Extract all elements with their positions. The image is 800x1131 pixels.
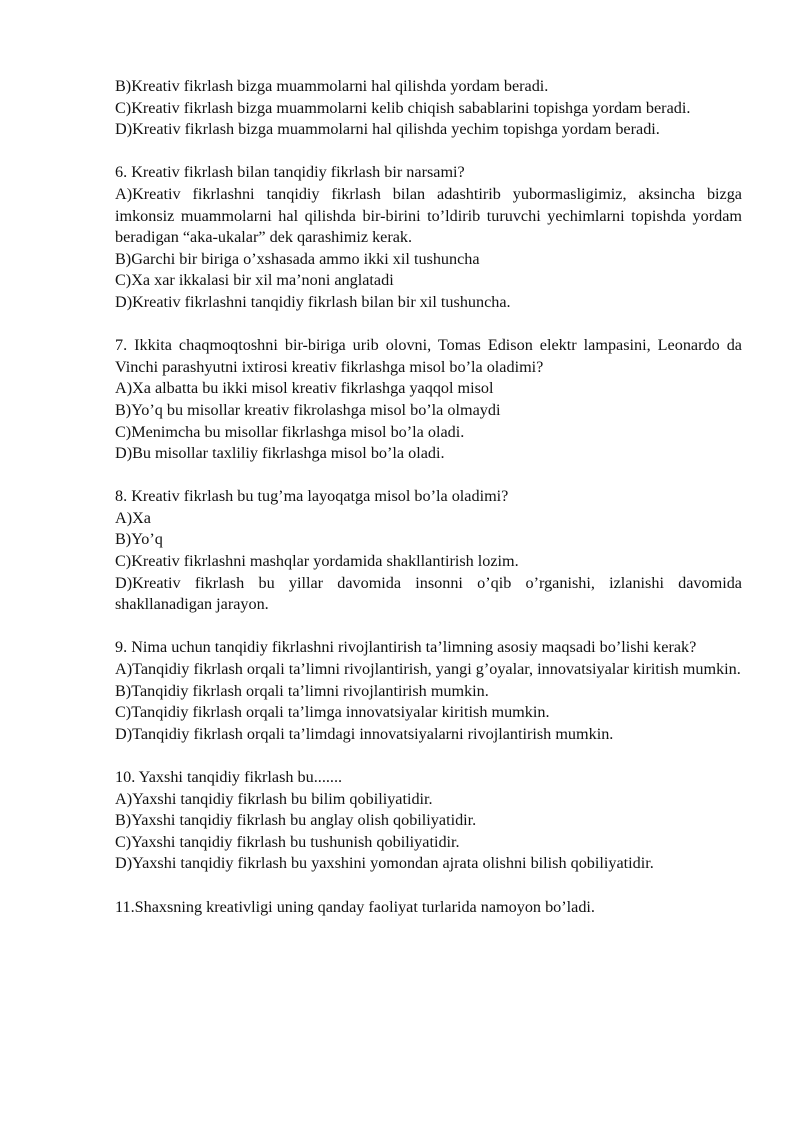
intro-options: [115, 76, 742, 141]
option-c: C)Kreativ fikrlash bizga muammolarni kelib chiqish sabablarini topishga yordam beradi.: [115, 98, 691, 117]
option-d: D)Bu misollar taxliliy fikrlashga misol bo’la oladi.: [115, 444, 445, 463]
question-text: 6. Kreativ fikrlash bilan tanqidiy fikrlash bir narsami?: [115, 163, 465, 182]
option-a: A)Xa: [115, 508, 151, 527]
option-d: D)Kreativ fikrlash bizga muammolarni hal qilishda yechim topishga yordam beradi.: [115, 120, 660, 139]
option-b: B)Yo’q: [115, 530, 163, 549]
option-c: C)Yaxshi tanqidiy fikrlash bu tushunish qobiliyatidir.: [115, 832, 460, 851]
option-a: A)Kreativ fikrlashni tanqidiy fikrlash bilan adashtirib yubormasligimiz, aksincha bizga imkonsiz muammolarni hal qilishda bir-birini to’ldirib turuvchi yechimlarni topishda yordam beradigan “aka-ukalar” dek qarashimiz kerak.: [115, 184, 742, 247]
question-9: [115, 637, 742, 745]
option-c: C)Menimcha bu misollar fikrlashga misol bo’la oladi.: [115, 422, 465, 441]
spacer: [115, 875, 742, 897]
option-b: B)Tanqidiy fikrlash orqali ta’limni rivojlantirish mumkin.: [115, 681, 489, 700]
option-a: A)Yaxshi tanqidiy fikrlash bu bilim qobiliyatidir.: [115, 789, 433, 808]
spacer: [115, 745, 742, 767]
question-text: 9. Nima uchun tanqidiy fikrlashni rivojlantirish ta’limning asosiy maqsadi bo’lishi kerak?: [115, 638, 697, 657]
option-a: A)Xa albatta bu ikki misol kreativ fikrlashga yaqqol misol: [115, 379, 494, 398]
option-c: C)Tanqidiy fikrlash orqali ta’limga innovatsiyalar kiritish mumkin.: [115, 703, 550, 722]
question-10: [115, 767, 742, 875]
question-7: [115, 335, 742, 465]
option-b: B)Yo’q bu misollar kreativ fikrolashga misol bo’la olmaydi: [115, 400, 501, 419]
option-d: D)Kreativ fikrlash bu yillar davomida insonni o’qib o’rganishi, izlanishi davomida shakllanadigan jarayon.: [115, 573, 742, 614]
document-page: [115, 76, 742, 918]
option-b: B)Yaxshi tanqidiy fikrlash bu anglay olish qobiliyatidir.: [115, 811, 477, 830]
option-b: B)Garchi bir biriga o’xshasada ammo ikki xil tushuncha: [115, 249, 480, 268]
question-text: 10. Yaxshi tanqidiy fikrlash bu.......: [115, 768, 343, 786]
spacer: [115, 314, 742, 336]
question-6: [115, 162, 742, 313]
option-b: B)Kreativ fikrlash bizga muammolarni hal qilishda yordam beradi.: [115, 77, 549, 95]
option-d: D)Yaxshi tanqidiy fikrlash bu yaxshini yomondan ajrata olishni bilish qobiliyatidir.: [115, 854, 654, 873]
question-text: 11.Shaxsning kreativligi uning qanday faoliyat turlarida namoyon bo’ladi.: [115, 897, 595, 916]
spacer: [115, 141, 742, 163]
question-8: [115, 486, 742, 616]
option-a: A)Tanqidiy fikrlash orqali ta’limni rivojlantirish, yangi g’oyalar, innovatsiyalar kiritish mumkin.: [115, 660, 741, 679]
option-c: C)Xa xar ikkalasi bir xil ma’noni anglatadi: [115, 271, 394, 290]
option-d: D)Kreativ fikrlashni tanqidiy fikrlash bilan bir xil tushuncha.: [115, 292, 511, 311]
question-text: 8. Kreativ fikrlash bu tug’ma layoqatga misol bo’la oladimi?: [115, 487, 509, 506]
question-text: 7. Ikkita chaqmoqtoshni bir-biriga urib olovni, Tomas Edison elektr lampasini, Leonardo da Vinchi parashyutni ixtirosi kreativ fikrlashga misol bo’la oladimi?: [115, 336, 742, 376]
option-c: C)Kreativ fikrlashni mashqlar yordamida shakllantirish lozim.: [115, 552, 519, 571]
question-11: [115, 897, 742, 919]
spacer: [115, 465, 742, 487]
option-d: D)Tanqidiy fikrlash orqali ta’limdagi innovatsiyalarni rivojlantirish mumkin.: [115, 724, 614, 743]
spacer: [115, 616, 742, 638]
